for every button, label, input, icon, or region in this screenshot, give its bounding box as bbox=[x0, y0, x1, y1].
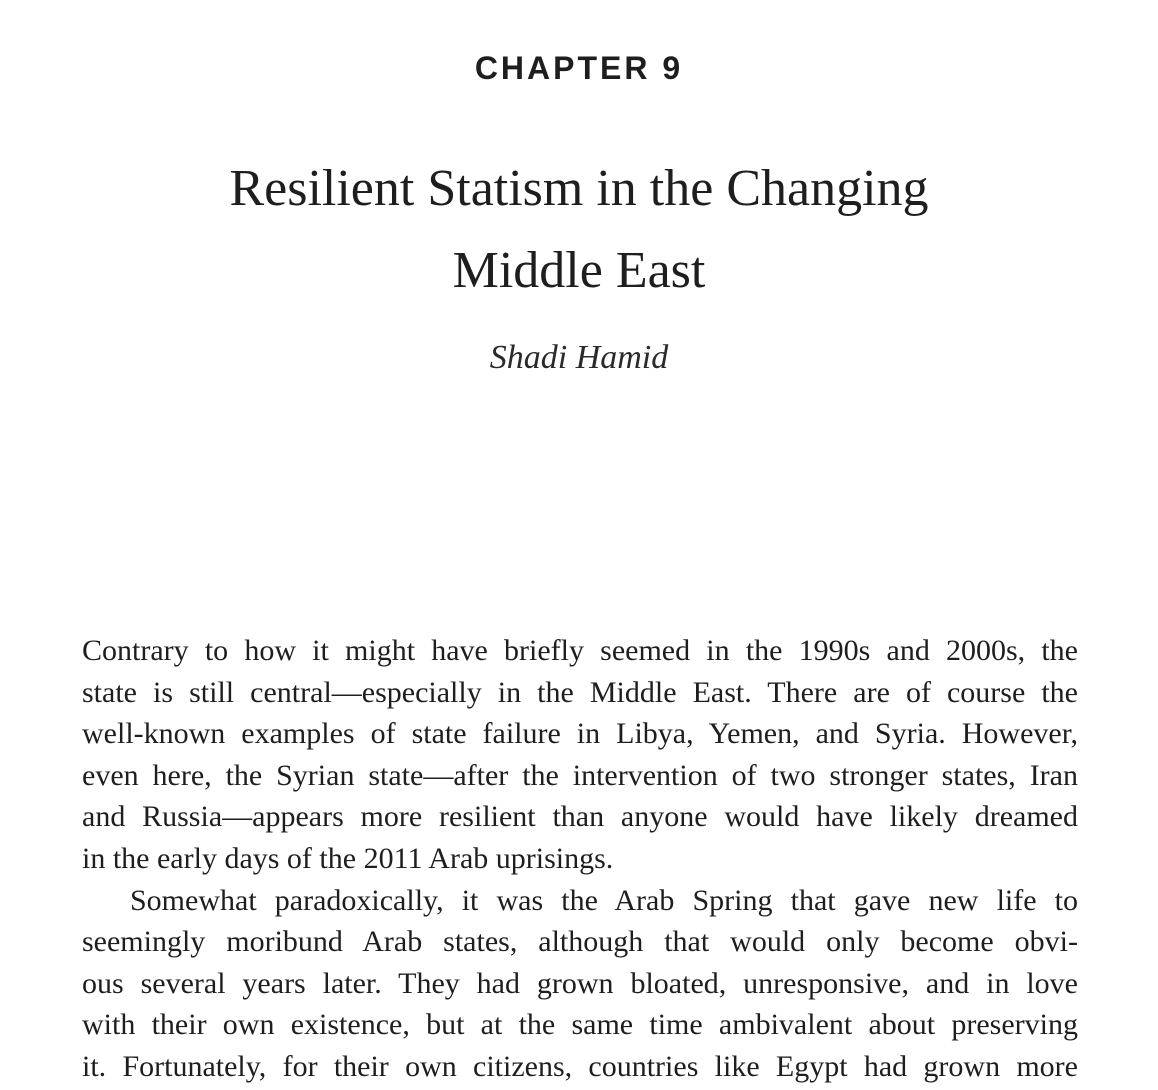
paragraph-1-line: well-known examples of state failure in Libya, Yemen, and Syria. However, bbox=[82, 717, 1078, 751]
paragraph-1-line: state is still central—especially in the Middle East. There are of course the bbox=[82, 675, 1078, 709]
paragraph-2-line: it. Fortunately, for their own citizens, countries like Egypt had grown more bbox=[82, 1049, 1078, 1083]
chapter-title-line-2: Middle East bbox=[452, 242, 706, 299]
paragraph-2-line: seemingly moribund Arab states, although that would only become obvi- bbox=[82, 925, 1078, 959]
body-text bbox=[82, 630, 1078, 1088]
paragraph-2-line: with their own existence, but at the same time ambivalent about preserving bbox=[82, 1008, 1078, 1042]
paragraph-2 bbox=[82, 880, 1078, 1088]
paragraph-1-line: even here, the Syrian state—after the intervention of two stronger states, Iran bbox=[82, 758, 1078, 792]
chapter-title bbox=[0, 148, 1158, 312]
paragraph-1-line: and Russia—appears more resilient than anyone would have likely dreamed bbox=[82, 800, 1078, 834]
chapter-title-line-1: Resilient Statism in the Changing bbox=[229, 160, 929, 217]
author-name: Shadi Hamid bbox=[489, 339, 669, 376]
paragraph-2-line: Somewhat paradoxically, it was the Arab Spring that gave new life to bbox=[130, 883, 1078, 917]
paragraph-1-line: Contrary to how it might have briefly seemed in the 1990s and 2000s, the bbox=[82, 634, 1078, 667]
paragraph-2-line: ous several years later. They had grown bloated, unresponsive, and in love bbox=[82, 966, 1078, 1000]
paragraph-1 bbox=[82, 630, 1078, 880]
chapter-number: CHAPTER 9 bbox=[474, 50, 684, 86]
paragraph-1-line: in the early days of the 2011 Arab uprisings. bbox=[82, 841, 614, 875]
